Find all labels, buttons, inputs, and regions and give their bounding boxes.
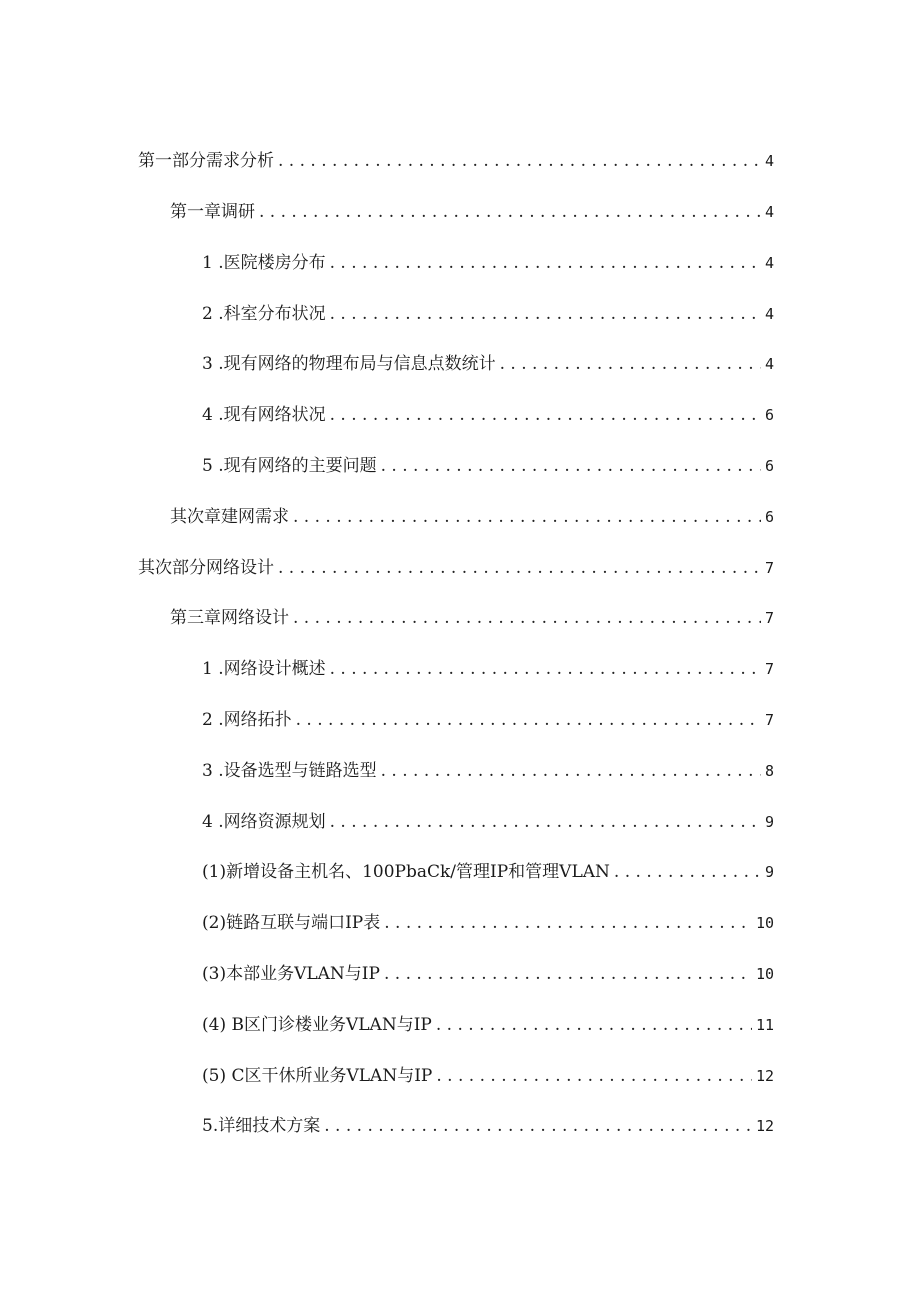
toc-entry-page: 4 (764, 203, 774, 221)
toc-entry-label: 第一部分需求分析 (138, 151, 274, 171)
toc-entry-page: 9 (764, 813, 774, 831)
toc-dot-leader (278, 553, 761, 583)
toc-entry-label: 5.详细技术方案 (202, 1116, 321, 1136)
toc-entry-label: (3)本部业务VLAN与IP (202, 964, 380, 984)
toc-entry-label: 2 .网络拓扑 (202, 710, 292, 730)
toc-entry-label: (4) B区门诊楼业务VLAN与IP (202, 1015, 432, 1035)
toc-entry-chapter-2[interactable] (170, 502, 774, 532)
toc-entry-label: 2 .科室分布状况 (202, 304, 326, 324)
toc-entry-label: 4 .网络资源规划 (202, 812, 326, 832)
toc-dot-leader (381, 451, 761, 481)
toc-entry-label: 其次章建网需求 (170, 507, 289, 527)
toc-entry-chapter-3[interactable] (170, 603, 774, 633)
toc-entry-section[interactable] (202, 299, 774, 329)
toc-entry-page: 4 (764, 254, 774, 272)
toc-entry-label: (5) C区干休所业务VLAN与IP (202, 1066, 433, 1086)
toc-entry-label: 4 .现有网络状况 (202, 405, 326, 425)
toc-entry-page: 6 (764, 457, 774, 475)
toc-entry-part-2[interactable] (138, 553, 774, 583)
toc-entry-subsection[interactable] (202, 908, 774, 938)
toc-entry-section[interactable] (202, 654, 774, 684)
toc-dot-leader (324, 1111, 752, 1141)
toc-dot-leader (330, 400, 761, 430)
toc-entry-page: 7 (764, 711, 774, 729)
toc-entry-label: 3 .设备选型与链路选型 (202, 761, 377, 781)
toc-entry-label: 3 .现有网络的物理布局与信息点数统计 (202, 354, 496, 374)
toc-entry-section[interactable] (202, 807, 774, 837)
toc-dot-leader (381, 756, 761, 786)
toc-entry-section[interactable] (202, 451, 774, 481)
toc-entry-page: 7 (764, 609, 774, 627)
toc-entry-page: 4 (764, 305, 774, 323)
toc-entry-page: 10 (755, 914, 774, 932)
toc-entry-section[interactable] (202, 705, 774, 735)
toc-entry-label: 1 .网络设计概述 (202, 659, 326, 679)
toc-entry-section[interactable] (202, 349, 774, 379)
toc-entry-page: 12 (755, 1067, 774, 1085)
toc-entry-section[interactable] (202, 248, 774, 278)
toc-entry-label: (2)链路互联与端口IP表 (202, 913, 381, 933)
toc-dot-leader (500, 349, 761, 379)
toc-entry-page: 12 (755, 1117, 774, 1135)
toc-entry-page: 7 (764, 660, 774, 678)
toc-entry-label: 5 .现有网络的主要问题 (202, 456, 377, 476)
toc-entry-label: 1 .医院楼房分布 (202, 253, 326, 273)
toc-dot-leader (384, 959, 752, 989)
toc-entry-subsection[interactable] (202, 857, 774, 887)
toc-dot-leader (278, 146, 761, 176)
toc-dot-leader (384, 908, 752, 938)
toc-dot-leader (330, 807, 761, 837)
toc-entry-label: 第三章网络设计 (170, 608, 289, 628)
toc-entry-page: 7 (764, 559, 774, 577)
toc-dot-leader (330, 299, 761, 329)
toc-entry-subsection[interactable] (202, 959, 774, 989)
toc-entry-chapter-1[interactable] (170, 197, 774, 227)
toc-dot-leader (436, 1010, 752, 1040)
toc-entry-subsection[interactable] (202, 1010, 774, 1040)
toc-dot-leader (330, 248, 761, 278)
toc-entry-page: 10 (755, 965, 774, 983)
toc-entry-page: 4 (764, 152, 774, 170)
toc-dot-leader (293, 603, 761, 633)
toc-entry-page: 4 (764, 355, 774, 373)
toc-entry-section[interactable] (202, 756, 774, 786)
toc-dot-leader (259, 197, 761, 227)
toc-entry-page: 6 (764, 406, 774, 424)
toc-entry-label: (1)新增设备主机名、100PbaCk/管理IP和管理VLAN (202, 862, 610, 882)
toc-dot-leader (614, 857, 761, 887)
toc-entry-page: 9 (764, 863, 774, 881)
toc-entry-part-1[interactable] (138, 146, 774, 176)
toc-entry-subsection[interactable] (202, 1061, 774, 1091)
toc-entry-label: 第一章调研 (170, 202, 255, 222)
toc-dot-leader (330, 654, 761, 684)
toc-dot-leader (436, 1061, 752, 1091)
toc-dot-leader (293, 502, 761, 532)
toc-entry-page: 11 (755, 1016, 774, 1034)
toc-entry-page: 6 (764, 508, 774, 526)
toc-entry-section[interactable] (202, 400, 774, 430)
toc-entry-page: 8 (764, 762, 774, 780)
toc-entry-section[interactable] (202, 1111, 774, 1141)
toc-dot-leader (296, 705, 761, 735)
toc-entry-label: 其次部分网络设计 (138, 558, 274, 578)
